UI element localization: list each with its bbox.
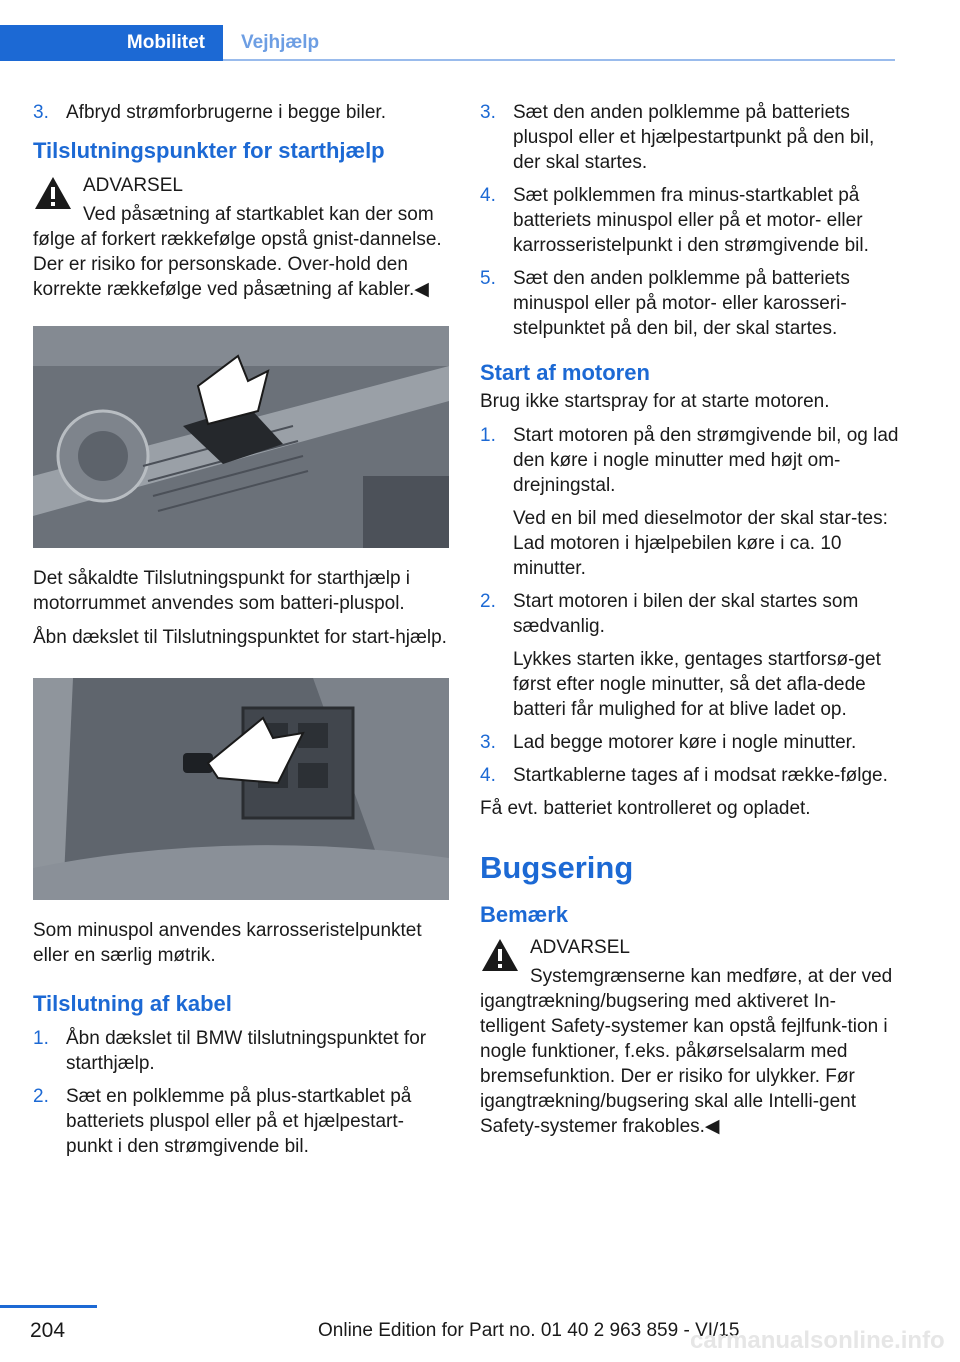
list-number: 5. — [480, 268, 496, 289]
list-item — [480, 763, 900, 788]
engine-bay-illustration-2 — [33, 678, 449, 900]
list-number: 2. — [33, 1086, 49, 1107]
header-underline — [223, 59, 895, 61]
engine-bay-photo-2 — [33, 678, 449, 900]
list-item — [33, 1084, 449, 1159]
list-text: Start motoren på den strømgivende bil, og lad den køre i nogle minutter med højt om-drejningstal. — [513, 425, 899, 496]
tab-vejhjaelp[interactable]: Vejhjælp — [241, 32, 320, 53]
list-item — [480, 423, 900, 581]
warning-triangle-icon — [33, 175, 73, 211]
list-number: 1. — [33, 1028, 49, 1049]
tab-mobilitet[interactable]: Mobilitet — [0, 25, 223, 61]
paragraph: Brug ikke startspray for at starte motoren. — [480, 391, 830, 412]
section-heading: Tilslutningspunkter for starthjælp — [33, 138, 385, 163]
page-number: 204 — [30, 1319, 66, 1342]
list-subtext: Lykkes starten ikke, gentages startforsø-get først efter nogle minutter, så det afla-dede batteri får mulighed for at blive ladet op. — [513, 649, 881, 720]
list-number: 3. — [33, 102, 49, 123]
left-column — [33, 100, 449, 1167]
list-item — [33, 1026, 449, 1076]
paragraph: Få evt. batteriet kontrolleret og opladet. — [480, 798, 811, 819]
header-bar — [0, 0, 895, 62]
paragraph: Det såkaldte Tilslutningspunkt for starthjælp i motorrummet anvendes som batteri-pluspol. — [33, 568, 411, 614]
engine-bay-photo — [33, 326, 449, 548]
list-number: 4. — [480, 765, 496, 786]
list-text: Åbn dækslet til BMW tilslutningspunktet for starthjælp. — [66, 1028, 427, 1074]
list-item — [33, 100, 449, 125]
list-text: Afbryd strømforbrugerne i begge biler. — [66, 102, 386, 123]
engine-bay-illustration — [33, 326, 449, 548]
warning-block — [480, 935, 900, 1139]
list-item — [480, 730, 900, 755]
warning-triangle-icon — [480, 937, 520, 973]
chapter-heading: Bugsering — [480, 850, 634, 885]
list-text: Startkablerne tages af i modsat række-følge. — [513, 765, 888, 786]
watermark: carmanualsonline.info — [690, 1327, 945, 1354]
list-number: 4. — [480, 185, 496, 206]
list-number: 1. — [480, 425, 496, 446]
list-number: 2. — [480, 591, 496, 612]
list-item — [480, 100, 900, 175]
list-text: Sæt polklemmen fra minus-startkablet på batteriets minuspol eller på et motor- eller karrosseristelpunkt i den strømgivende bil. — [513, 185, 869, 256]
list-number: 3. — [480, 102, 496, 123]
warning-body: Ved påsætning af startkablet kan der som følge af forkert rækkefølge opstå gnist-dannelse. Der er risiko for personskade. Over-hold den korrekte rækkefølge ved påsætning af kabler.◀ — [33, 204, 442, 300]
section-heading: Start af motoren — [480, 360, 650, 385]
warning-title: ADVARSEL — [83, 175, 183, 196]
paragraph: Åbn dækslet til Tilslutningspunktet for start-hjælp. — [33, 627, 447, 648]
paragraph: Som minuspol anvendes karrosseristelpunktet eller en særlig møtrik. — [33, 920, 422, 966]
section-heading: Tilslutning af kabel — [33, 991, 232, 1016]
warning-block — [33, 173, 449, 302]
section-heading: Bemærk — [480, 902, 569, 927]
edition-note: Online Edition for Part no. 01 40 2 963 859 - VI/15 — [318, 1320, 740, 1341]
list-item — [480, 266, 900, 341]
list-item — [480, 183, 900, 258]
warning-body: Systemgrænserne kan medføre, at der ved igangtrækning/bugsering med aktiveret In-telligent Safety-systemer kan opstå fejlfunk-tion i nogle funktioner, f.eks. påkørselsalarm med bremsefunktion. Der er risiko for ulykker. Før igangtrækning/bugsering skal alle Intelli-gent Safety-systemer frakobles.◀ — [480, 966, 893, 1137]
list-item — [480, 589, 900, 722]
right-column — [480, 100, 900, 1149]
list-number: 3. — [480, 732, 496, 753]
list-text: Lad begge motorer køre i nogle minutter. — [513, 732, 857, 753]
list-text: Sæt den anden polklemme på batteriets pluspol eller et hjælpestartpunkt på den bil, der skal startes. — [513, 102, 875, 173]
footer-rule — [0, 1305, 97, 1308]
warning-title: ADVARSEL — [530, 937, 630, 958]
list-text: Start motoren i bilen der skal startes som sædvanlig. — [513, 591, 859, 637]
list-subtext: Ved en bil med dieselmotor der skal star-tes: Lad motoren i hjælpebilen køre i ca. 10 minutter. — [513, 508, 888, 579]
list-text: Sæt en polklemme på plus-startkablet på batteriets pluspol eller på et hjælpestart-punkt i den strømgivende bil. — [66, 1086, 412, 1157]
list-text: Sæt den anden polklemme på batteriets minuspol eller på motor- eller karosseri-stelpunktet på den bil, der skal startes. — [513, 268, 850, 339]
